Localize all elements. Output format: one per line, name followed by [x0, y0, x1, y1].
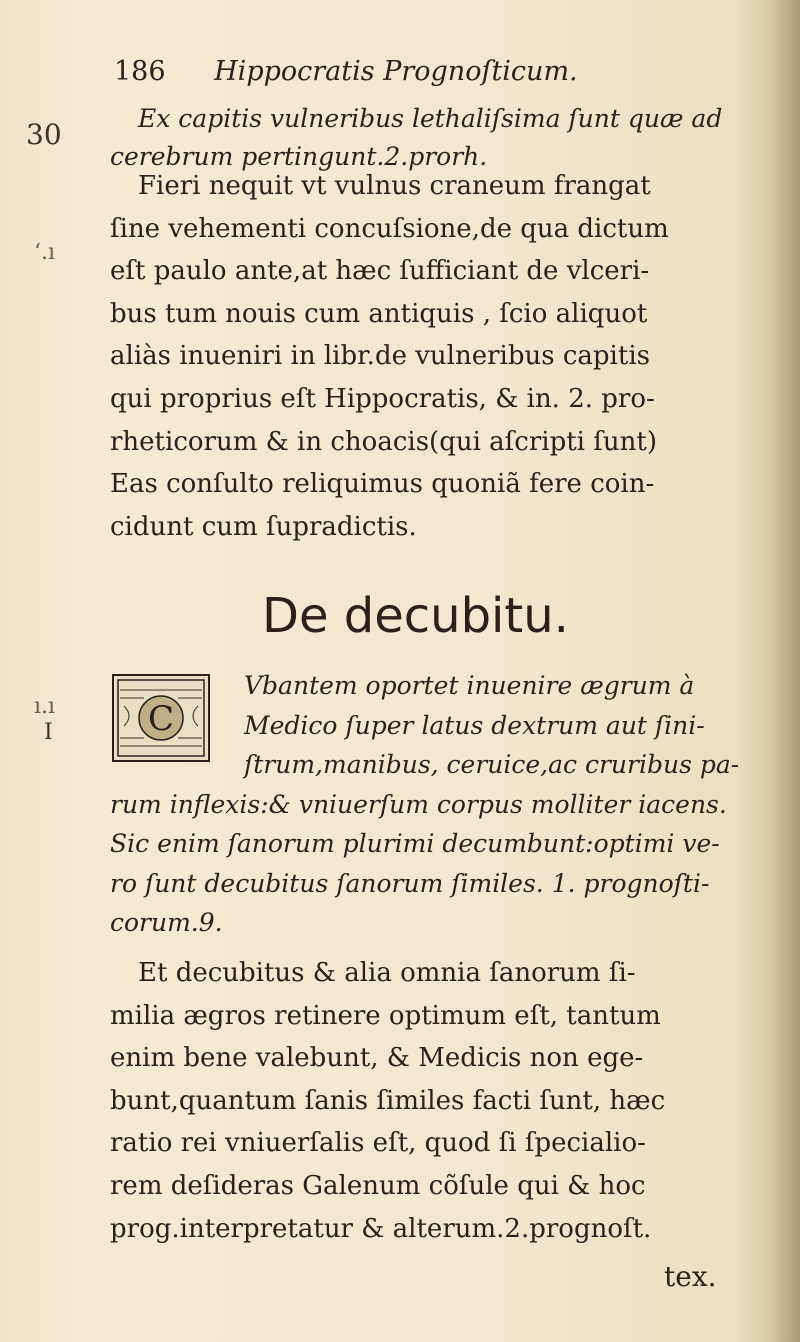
- section-title: De decubitu.: [262, 588, 569, 644]
- text-line: ſtrum,manibus, ceruice,ac cruribus pa-: [244, 750, 740, 779]
- aphorism-2: [110, 666, 740, 943]
- running-header: [114, 56, 744, 87]
- text-line: Vbantem oportet inuenire ægrum à: [244, 671, 695, 700]
- initial-letter: C: [147, 699, 175, 739]
- text-line: cidunt cum ſupradictis.: [110, 511, 417, 542]
- text-line: corum.9.: [110, 908, 223, 937]
- text-line: eſt paulo ante,at hæc ſufficiant de vlceri-: [110, 256, 650, 287]
- text-line: cerebrum pertingunt.2.prorh.: [110, 142, 488, 171]
- text-line: ſine vehementi concuſsione,de qua dictum: [110, 213, 669, 244]
- page-number: 186: [114, 56, 166, 87]
- text-line: Et decubitus & alia omnia ſanorum ſi-: [138, 958, 636, 988]
- text-line: Eas conſulto reliquimus quoniã fere coin-: [110, 469, 655, 500]
- text-line: bunt,quantum ſanis ſimiles facti ſunt, hæc: [110, 1085, 666, 1116]
- text-line: rum inflexis:& vniuerſum corpus molliter iacens.: [110, 789, 727, 819]
- margin-mark: ı.ı: [34, 694, 56, 719]
- text-line: enim bene valebunt, & Medicis non ege-: [110, 1043, 644, 1074]
- text-line: Sic enim ſanorum plurimi decumbunt:optimi ve-: [110, 829, 720, 858]
- text-line: qui proprius eſt Hippocratis, & in. 2. pro-: [110, 383, 655, 414]
- paragraph-1: [110, 165, 740, 548]
- text-line: ratio rei vniuerſalis eſt, quod ſi ſpecialio-: [110, 1128, 646, 1159]
- text-line: Medico ſuper latus dextrum aut ſini-: [244, 710, 705, 740]
- margin-mark: I: [44, 720, 53, 745]
- page-edge-shadow: [770, 0, 800, 1342]
- text-line: prog.interpretatur & alterum.2.prognoſt.: [110, 1213, 652, 1244]
- paragraph-2: [110, 952, 740, 1250]
- running-title: Hippocratis Prognoſticum.: [214, 56, 578, 87]
- margin-mark: ʻ.ı: [34, 240, 56, 265]
- text-line: ro ſunt decubitus ſanorum ſimiles. 1. prognoſti-: [110, 868, 710, 898]
- catchword: tex.: [664, 1260, 717, 1293]
- margin-line-number: 30: [26, 118, 62, 151]
- text-line: aliàs inueniri in libr.de vulneribus capitis: [110, 341, 650, 372]
- text-line: bus tum nouis cum antiquis , ſcio aliquot: [110, 298, 648, 329]
- text-line: rem deſideras Galenum cõſule qui & hoc: [110, 1170, 646, 1201]
- text-line: Fieri nequit vt vulnus craneum frangat: [138, 171, 651, 201]
- text-line: rheticorum & in choacis(qui aſcripti ſunt): [110, 426, 657, 457]
- text-line: milia ægros retinere optimum eſt, tantum: [110, 1000, 661, 1031]
- text-line: Ex capitis vulneribus lethaliſsima ſunt quæ ad: [138, 104, 723, 133]
